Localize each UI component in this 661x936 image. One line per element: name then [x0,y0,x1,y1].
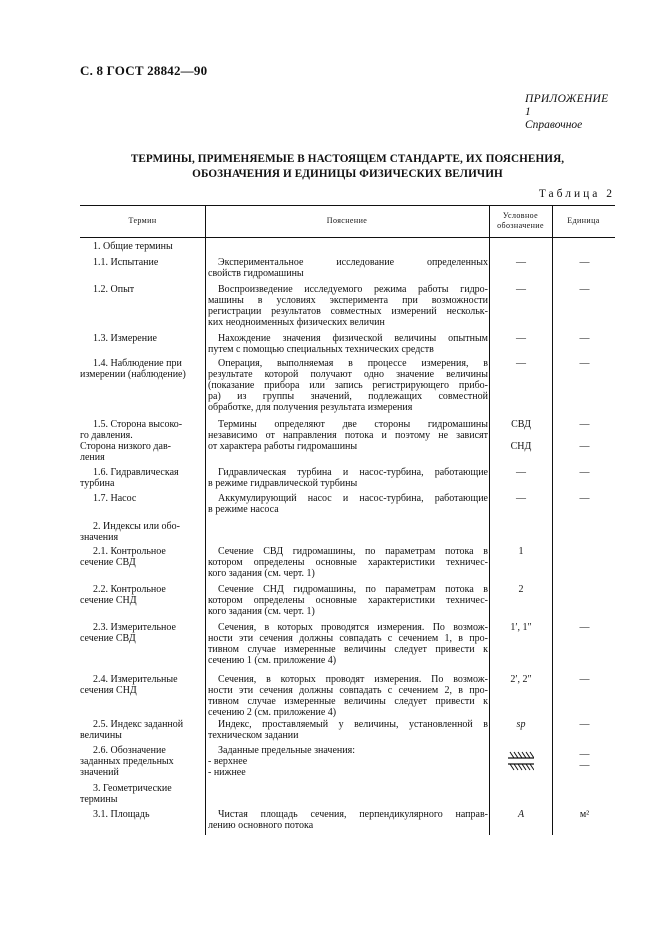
symbol-text: — [516,493,526,504]
description-text: Воспроизведение исследуемого режима работы гидро- [218,284,488,295]
term-cell [80,674,203,696]
unit-cell [556,493,613,504]
table-label: Таблица 2 [538,188,615,200]
description-cell [208,719,488,741]
description-text: Чистая площадь сечения, перпендикулярного направ- [218,809,488,820]
description-text: Термины определяют две стороны гидромашины [218,419,488,430]
description-text: - нижнее [208,767,246,778]
appendix-label [525,93,615,132]
term-text: 3.1. Площадь [93,809,150,820]
symbol-text: — [516,358,526,369]
term-text: 1.3. Измерение [93,333,157,344]
description-cell [208,419,488,452]
term-text: термины [80,794,118,805]
description-text: регистрации результатов совместных измерений нескольк- [208,306,488,317]
column-divider [552,205,553,835]
symbol-cell [492,745,550,772]
column-header-term: Термин [128,216,157,225]
lower-limit-hatch-icon [508,763,534,772]
appendix-subtitle: Справочное [525,119,583,131]
symbol-text: СНД [510,441,532,452]
column-header-symbol [489,211,552,231]
column-divider [205,205,206,835]
term-cell [80,546,203,568]
term-text: турбина [80,478,115,489]
unit-cell [556,674,613,685]
description-cell [208,809,488,831]
term-cell [80,584,203,606]
term-text: 3. Геометрические [93,783,172,794]
description-cell [208,493,488,515]
symbol-cell [492,257,550,268]
description-text: тивном случае измеренные величины следует привести к [208,696,488,707]
description-text: обработке, для получения результата измерения [208,402,413,413]
unit-text: — [579,358,590,369]
term-text: 2.2. Контрольное [93,584,166,595]
unit-text: — [579,257,590,268]
term-text: 1.5. Сторона высоко- [93,419,183,430]
description-text: ности эти сечения должны совпадать с сечением 1, в про- [208,633,488,644]
term-cell [93,284,203,295]
symbol-cell [492,284,550,295]
appendix-title: ПРИЛОЖЕНИЕ 1 [525,93,609,118]
description-cell [208,467,488,489]
description-cell [208,284,488,328]
symbol-text: 1′, 1″ [510,622,532,633]
description-text: ра) из группы значений, подлежащих совместной [208,391,488,402]
description-text: техническом задании [208,730,299,741]
term-text: 2. Индексы или обо- [93,521,180,532]
term-text: 1.6. Гидравлическая [93,467,179,478]
term-text: 2.6. Обозначение [93,745,166,756]
symbol-text: 1 [518,546,524,557]
description-text: Заданные предельные значения: [218,745,355,756]
column-header-symbol-line-1: Условное [502,211,539,220]
description-cell [208,546,488,579]
description-cell [208,358,488,413]
description-text: от характера работы гидромашины [208,441,358,452]
symbol-cell [492,809,550,820]
description-text: результате которой получают одно значение величины [208,369,488,380]
term-cell [80,358,203,380]
term-cell [93,493,203,504]
term-text: 1. Общие термины [93,241,173,252]
term-text: значений [80,767,119,778]
description-text: Сечение СНД гидромашины, по параметрам потока в [218,584,488,595]
description-text: кого задания (см. черт. 1) [208,606,315,617]
page-header: С. 8 ГОСТ 28842—90 [80,63,208,78]
description-text: ких неодноименных физических величин [208,317,385,328]
term-text: измерении (наблюдение) [80,369,186,380]
term-text: 2.3. Измерительное [93,622,176,633]
unit-text: — [579,284,590,295]
unit-cell [556,284,613,295]
term-text: 1.2. Опыт [93,284,135,295]
column-header-unit: Единица [567,216,600,225]
title-line-2: ОБОЗНАЧЕНИЯ И ЕДИНИЦЫ ФИЗИЧЕСКИХ ВЕЛИЧИН [192,168,503,180]
description-text: Нахождение значения физической величины опытным [218,333,488,344]
description-cell [208,674,488,718]
symbol-text: — [516,333,526,344]
term-text: 2.4. Измерительные [93,674,178,685]
description-text: сечению 1 (см. приложение 4) [208,655,337,666]
term-text: сечение СВД [80,557,136,568]
term-cell [80,467,203,489]
unit-cell [556,467,613,478]
description-text: сечению 2 (см. приложение 4) [208,707,337,718]
unit-cell [556,745,613,771]
description-text: Сечения, в которых проводят измерения. По возмож- [218,674,488,685]
description-cell [208,584,488,617]
symbol-text: A [517,809,525,820]
symbol-text: — [516,467,526,478]
description-text: ности эти сечения должны совпадать с сечением 2, в про- [208,685,488,696]
symbol-cell [492,333,550,344]
column-header-symbol-line-2: обозначение [497,221,544,230]
description-text: машины в условиях эксперимента при возможности [208,295,488,306]
term-text: го давления. [80,430,133,441]
unit-text: — [579,333,590,344]
title-line-1: ТЕРМИНЫ, ПРИМЕНЯЕМЫЕ В НАСТОЯЩЕМ СТАНДАРТЕ, ИХ ПОЯСНЕНИЯ, [130,153,565,165]
term-text: ления [80,452,105,463]
term-text: сечения СНД [80,685,137,696]
unit-cell [556,333,613,344]
term-cell [80,719,203,741]
unit-text: — [579,493,590,504]
description-text: Аккумулирующий насос и насос-турбина, работающие [218,493,488,504]
symbol-cell [492,546,550,557]
description-cell [208,745,488,778]
description-cell [208,622,488,666]
unit-cell [556,809,613,820]
symbol-text: 2′, 2″ [510,674,532,685]
description-text: котором определены основные характеристики техничес- [208,595,488,606]
term-text: 1.1. Испытание [93,257,159,268]
description-text: в режиме гидравлической турбины [208,478,358,489]
description-cell [208,333,488,355]
description-text: (показание прибора или запись регистрирующего прибо- [208,380,488,391]
term-text: сечение СВД [80,633,136,644]
description-text: лению основного потока [208,820,314,831]
unit-cell [556,719,613,730]
symbol-text: СВД [511,419,531,430]
unit-cell [556,358,613,369]
unit-text: — [579,441,590,452]
term-cell [80,783,203,805]
symbol-cell [492,419,550,452]
unit-text: — [579,467,590,478]
term-cell [93,257,203,268]
term-text: величины [80,730,122,741]
document-title [80,152,615,182]
column-divider [489,205,490,835]
table-header-bottom-border [80,237,615,238]
unit-cell [556,257,613,268]
column-header-description: Пояснение [326,216,368,225]
term-text: заданных предельных [80,756,174,767]
description-text: Экспериментальное исследование определенных [218,257,488,268]
term-cell [93,809,203,820]
term-text: 2.1. Контрольное [93,546,166,557]
symbol-cell [492,493,550,504]
unit-text: — [579,674,590,685]
term-text: значения [80,532,119,543]
description-text: кого задания (см. черт. 1) [208,568,315,579]
term-cell [80,521,203,543]
description-text: Сечение СВД гидромашины, по параметрам потока в [218,546,488,557]
upper-limit-hatch-icon [508,750,534,759]
symbol-cell [492,584,550,595]
term-text: 2.5. Индекс заданной [93,719,184,730]
term-cell [93,241,203,252]
description-text: в режиме насоса [208,504,279,515]
unit-text: — [579,622,590,633]
symbol-text: sp [516,719,526,730]
unit-text: — [579,419,590,430]
term-text: 1.7. Насос [93,493,137,504]
symbol-cell [492,719,550,730]
term-text: Сторона низкого дав- [80,441,172,452]
term-cell [80,745,203,778]
term-text: 1.4. Наблюдение при [93,358,182,369]
description-text: Операция, выполняемая в процессе измерения, в [218,358,488,369]
description-text: тивном случае измеренные величины следует привести к [208,644,488,655]
unit-text: м² [579,809,590,820]
unit-text: — [579,760,590,771]
table-top-border [80,205,615,206]
symbol-text: — [516,257,526,268]
description-text: Гидравлическая турбина и насос-турбина, работающие [218,467,488,478]
symbol-text: — [516,284,526,295]
description-text: Индекс, проставляемый у величины, установленной в [218,719,488,730]
description-cell [208,257,488,279]
symbol-cell [492,622,550,633]
term-text: сечение СНД [80,595,137,606]
term-cell [80,622,203,644]
unit-cell [556,419,613,452]
unit-cell [556,622,613,633]
description-text: - верхнее [208,756,248,767]
symbol-cell [492,674,550,685]
description-text: котором определены основные характеристики техничес- [208,557,488,568]
description-text: свойств гидромашины [208,268,304,279]
term-cell [80,419,203,463]
unit-text: — [579,719,590,730]
description-text: Сечения, в которых проводятся измерения. По возмож- [218,622,488,633]
symbol-cell [492,358,550,369]
term-cell [93,333,203,344]
symbol-text: 2 [518,584,524,595]
unit-text: — [579,749,590,760]
description-text: путем с помощью специальных технических средств [208,344,434,355]
description-text: независимо от направления потока и поэтому не зависят [208,430,488,441]
symbol-cell [492,467,550,478]
